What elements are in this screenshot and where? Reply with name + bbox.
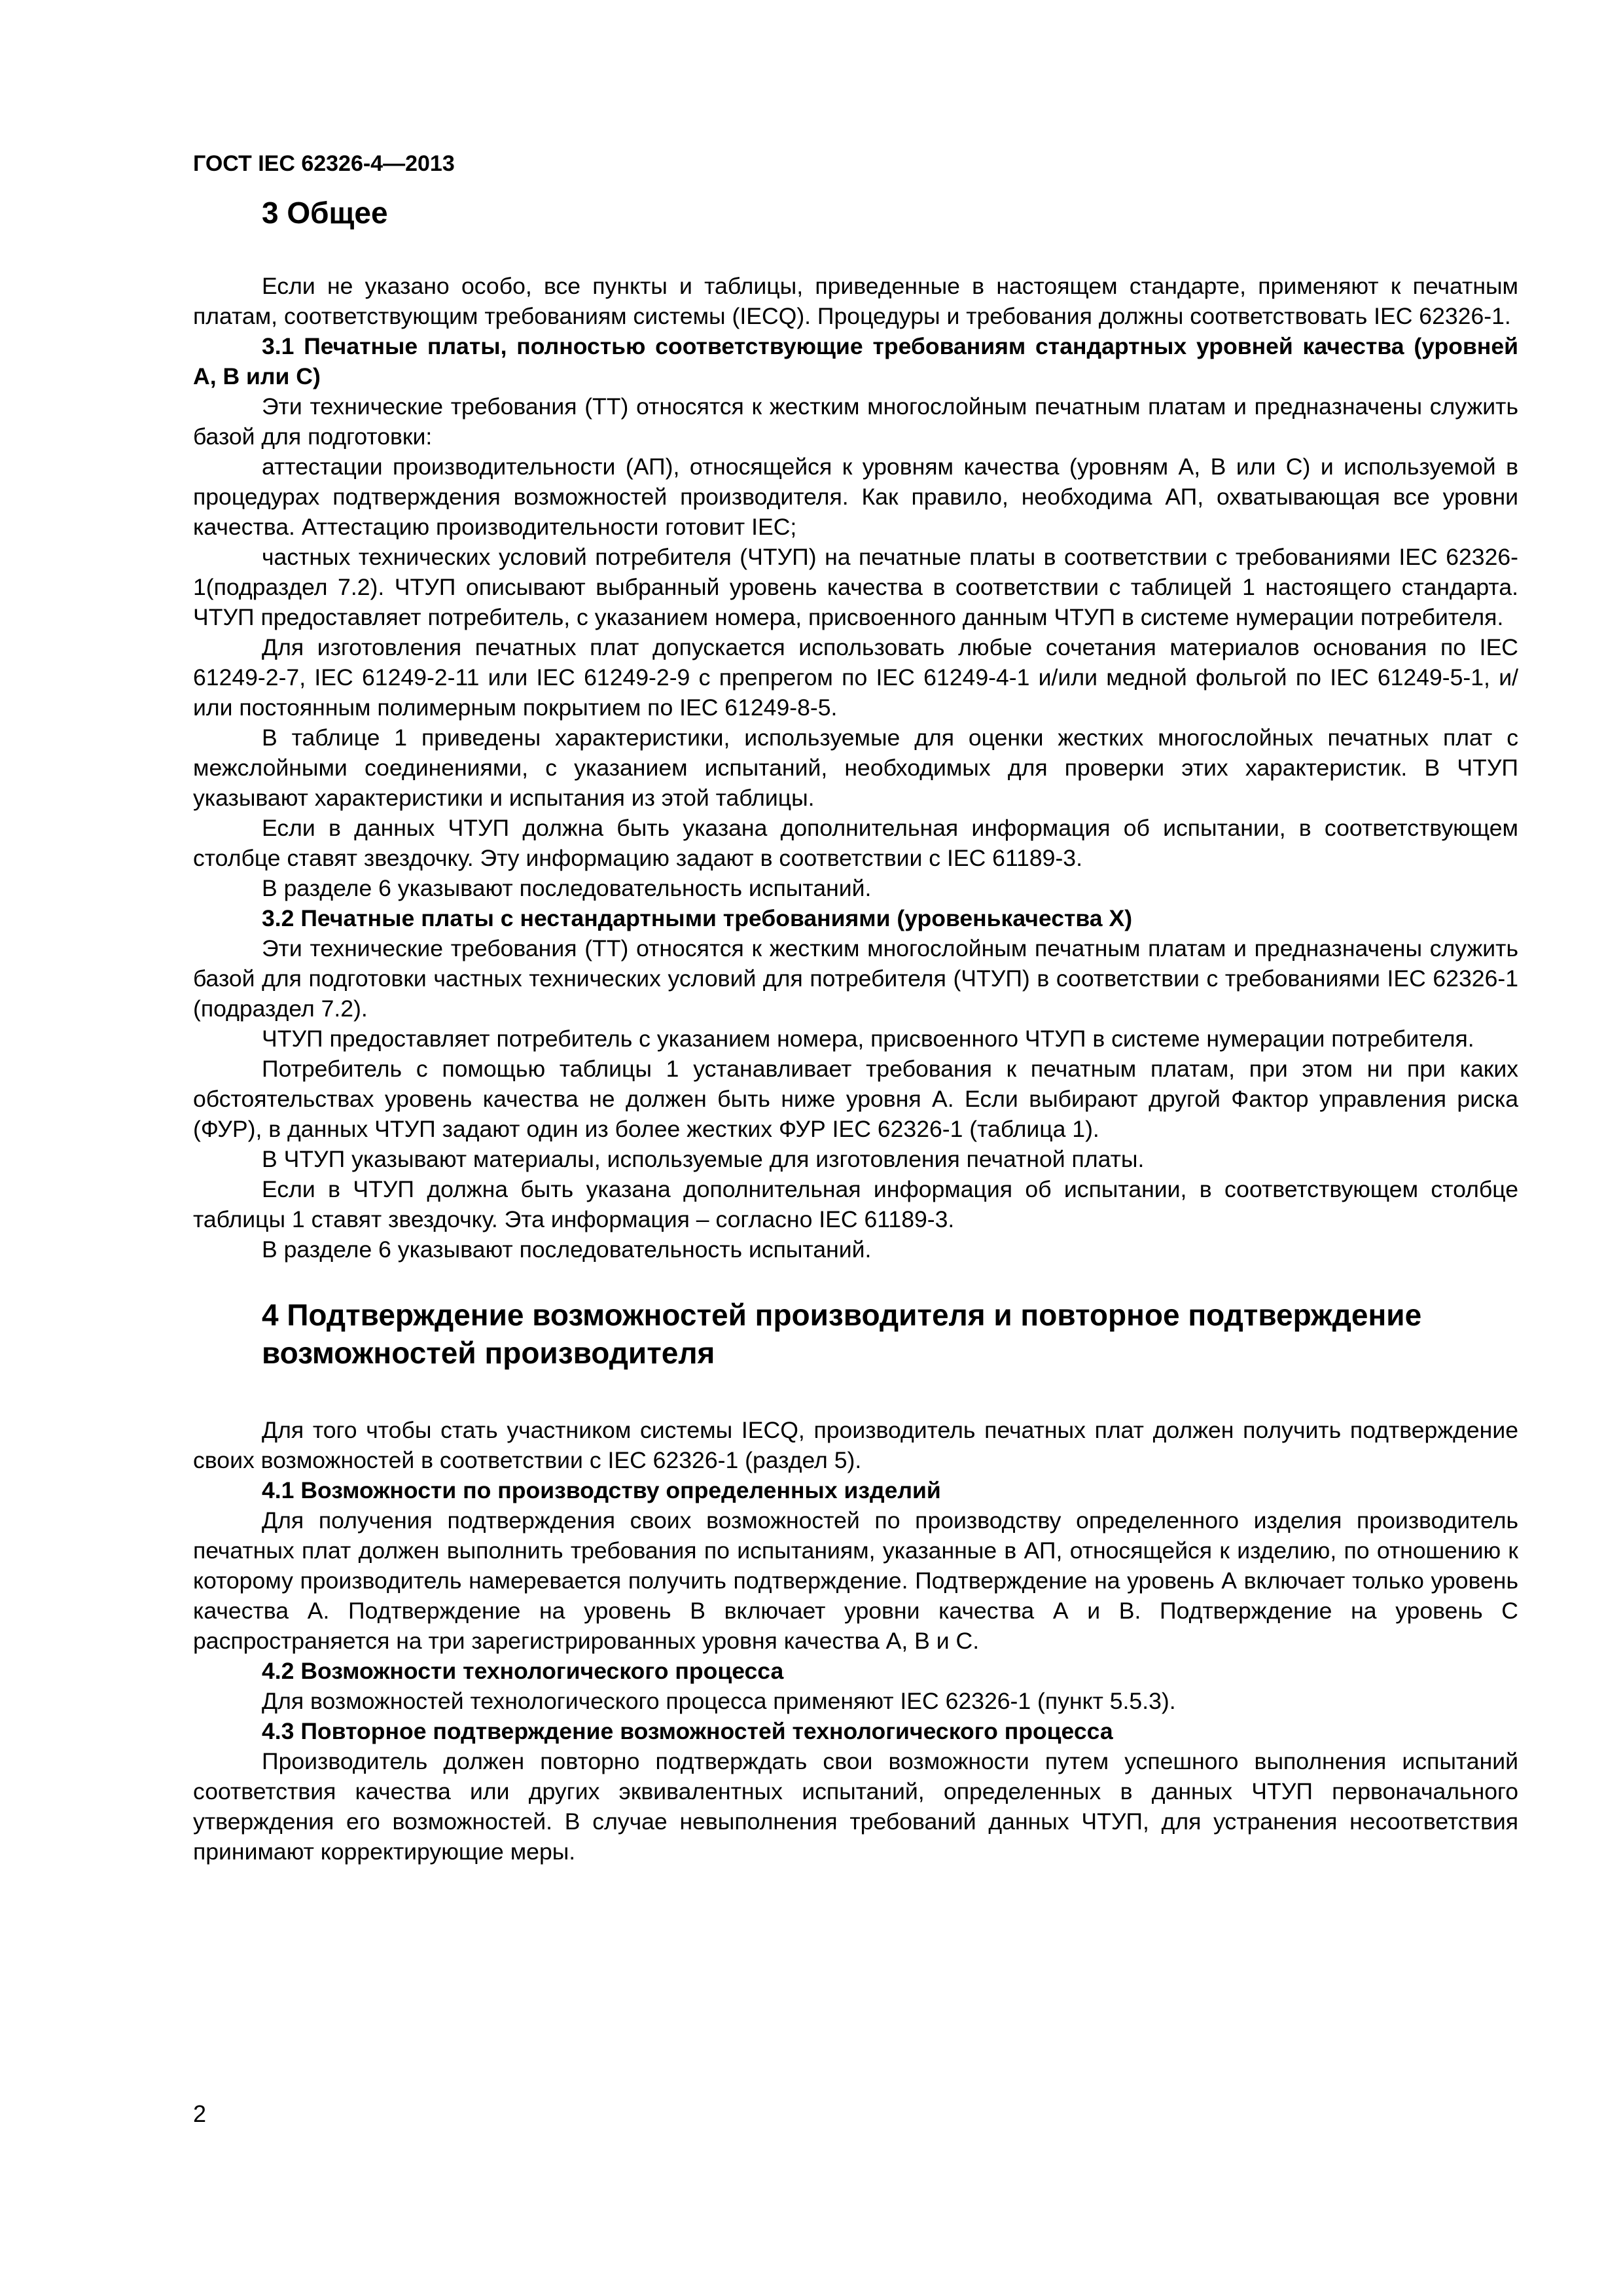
section-4-paragraph: Для того чтобы стать участником системы IECQ, производитель печатных плат должен получить подтверждение своих возможностей в соответствии с IEC 62326-1 (раздел 5). <box>193 1417 1518 1473</box>
section-3-heading: 3 Общее <box>262 196 388 230</box>
page-number: 2 <box>193 2100 207 2127</box>
paragraph: Если в данных ЧТУП должна быть указана дополнительная информация об испытании, в соответствующем столбце ставят звездочку. Эту информацию задают в соответствии с IEC 61189-3. <box>193 815 1518 871</box>
paragraph: аттестации производительности (АП), относящейся к уровням качества (уровням А, В или С) и используемой в процедурах подтверждения возможностей производителя. Как правило, необходима АП, охватывающая все уровни качества. Аттестацию производительности готовит IEC; <box>193 454 1518 540</box>
subsection-4-2-heading: 4.2 Возможности технологического процесса <box>262 1658 784 1684</box>
paragraph: частных технических условий потребителя (ЧТУП) на печатные платы в соответствии с требованиями IEC 62326-1(подраздел 7.2). ЧТУП описывают выбранный уровень качества в соответствии с таблицей 1 настоящего стандарта. ЧТУП предоставляет потребитель, с указанием номера, присвоенного данным ЧТУП в системе нумерации потребителя. <box>193 544 1518 630</box>
paragraph: В таблице 1 приведены характеристики, используемые для оценки жестких многослойных печатных плат с межслойными соединениями, с указанием испытаний, необходимых для проверки этих характеристик. В ЧТУП указывают характеристики и испытания из этой таблицы. <box>193 725 1518 811</box>
subsection-4-3-heading: 4.3 Повторное подтверждение возможностей технологического процесса <box>262 1718 1113 1744</box>
subsection-4-1-heading: 4.1 Возможности по производству определенных изделий <box>262 1477 941 1503</box>
paragraph: В разделе 6 указывают последовательность испытаний. <box>262 1236 872 1263</box>
subsection-3-1-heading: 3.1 Печатные платы, полностью соответствующие требованиям стандартных уровней качества (уровней А, В или С) <box>193 333 1518 389</box>
paragraph: Эти технические требования (ТТ) относятся к жестким многослойным печатным платам и предназначены служить базой для подготовки: <box>193 393 1518 450</box>
paragraph: Для получения подтверждения своих возможностей по производству определенного изделия производитель печатных плат должен выполнить требования по испытаниям, указанные в АП, относящейся к изделию, по отношению к которому производитель намеревается получить подтверждение. Подтверждение на уровень А включает только уровень качества А. Подтверждение на уровень В включает уровни качества А и В. Подтверждение на уровень С распространяется на три зарегистрированных уровня качества А, В и С. <box>193 1507 1518 1654</box>
paragraph: Для возможностей технологического процесса применяют IEC 62326-1 (пункт 5.5.3). <box>262 1688 1176 1714</box>
section-3-paragraph: Если не указано особо, все пункты и таблицы, приведенные в настоящем стандарте, применяют к печатным платам, соответствующим требованиям системы (IECQ). Процедуры и требования должны соответствовать IEC 62326-1. <box>193 273 1518 329</box>
paragraph: В разделе 6 указывают последовательность испытаний. <box>262 875 872 901</box>
subsection-3-2-heading: 3.2 Печатные платы с нестандартными требованиями (уровенькачества Х) <box>262 905 1133 931</box>
section-4-heading: 4 Подтверждение возможностей производителя и повторное подтверждение возможностей производителя <box>262 1298 1422 1370</box>
paragraph: В ЧТУП указывают материалы, используемые для изготовления печатной платы. <box>262 1146 1145 1172</box>
paragraph: Производитель должен повторно подтверждать свои возможности путем успешного выполнения испытаний соответствия качества или других эквивалентных испытаний, определенных в данных ЧТУП первоначального утверждения его возможностей. В случае невыполнения требований данных ЧТУП, для устранения несоответствия принимают корректирующие меры. <box>193 1748 1518 1865</box>
paragraph: ЧТУП предоставляет потребитель с указанием номера, присвоенного ЧТУП в системе нумерации потребителя. <box>262 1026 1474 1052</box>
paragraph: Эти технические требования (ТТ) относятся к жестким многослойным печатным платам и предназначены служить базой для подготовки частных технических условий для потребителя (ЧТУП) в соответствии с требованиями IEC 62326-1 (подраздел 7.2). <box>193 935 1518 1022</box>
paragraph: Потребитель с помощью таблицы 1 устанавливает требования к печатным платам, при этом ни при каких обстоятельствах уровень качества не должен быть ниже уровня А. Если выбирают другой Фактор управления риска (ФУР), в данных ЧТУП задают один из более жестких ФУР IEC 62326-1 (таблица 1). <box>193 1056 1518 1142</box>
document-page <box>193 149 1518 1867</box>
paragraph: Если в ЧТУП должна быть указана дополнительная информация об испытании, в соответствующем столбце таблицы 1 ставят звездочку. Эта информация – согласно IEC 61189-3. <box>193 1176 1518 1232</box>
document-code-header: ГОСТ IEC 62326-4—2013 <box>193 151 455 176</box>
paragraph: Для изготовления печатных плат допускается использовать любые сочетания материалов основания по IEC 61249-2-7, IEC 61249-2-11 или IEC 61249-2-9 с препрегом по IEC 61249-4-1 и/или медной фольгой по IEC 61249-5-1, и/или постоянным полимерным покрытием по IEC 61249-8-5. <box>193 634 1518 721</box>
